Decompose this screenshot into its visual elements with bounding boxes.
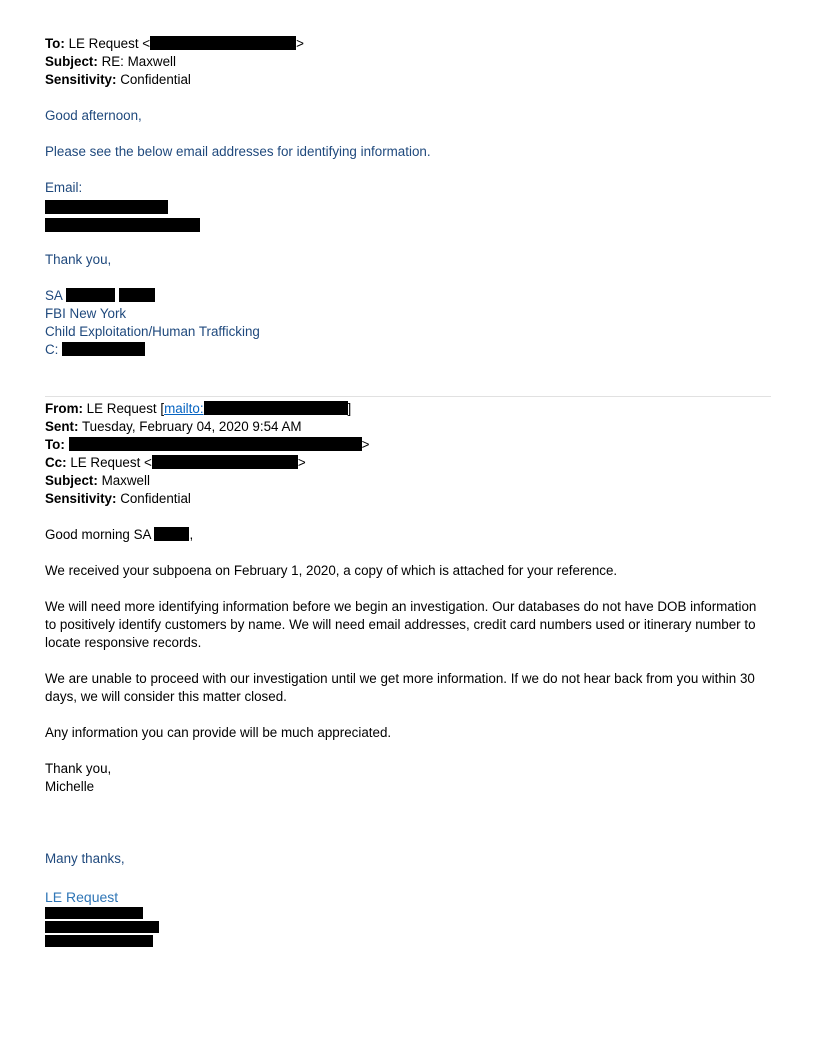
- reply-to-label: To:: [45, 36, 65, 51]
- orig-subject-line: [45, 472, 150, 490]
- orig-sent-label: Sent:: [45, 419, 79, 434]
- redaction: [45, 218, 200, 232]
- orig-sent-value: Tuesday, February 04, 2020 9:54 AM: [81, 419, 302, 434]
- reply-sig-name: [45, 287, 155, 305]
- orig-from-label: From:: [45, 401, 83, 416]
- reply-sensitivity-line: [45, 71, 191, 89]
- orig-to-label: To:: [45, 437, 65, 452]
- reply-sig-office: FBI New York: [45, 306, 127, 321]
- reply-body: Please see the below email addresses for identifying information.: [45, 144, 431, 159]
- reply-subject-line: [45, 53, 176, 71]
- message-separator: [45, 396, 771, 397]
- orig-subject-label: Subject:: [45, 473, 98, 488]
- orig-greeting: [45, 526, 193, 544]
- reply-sig-phone-label: C:: [45, 342, 59, 357]
- mailto-link[interactable]: mailto:: [164, 401, 204, 416]
- orig-sensitivity-line: [45, 490, 191, 508]
- orig-cc-close: >: [297, 455, 306, 470]
- orig-closing: Thank you,: [45, 761, 112, 776]
- redaction: [69, 437, 362, 451]
- redaction: [204, 401, 348, 415]
- orig-name: Michelle: [45, 779, 95, 794]
- orig-para-2: We will need more identifying information before we begin an investigation. Our databases do not have DOB information to positively identify customers by name. We will need email addresses, credit card numbers used or itinerary number to locate responsive records.: [45, 599, 757, 650]
- reply-to-close: >: [296, 36, 304, 51]
- reply-subject-value: RE: Maxwell: [101, 54, 176, 69]
- orig-para-1: We received your subpoena on February 1, 2020, a copy of which is attached for your reference.: [45, 563, 618, 578]
- orig-subject-value: Maxwell: [101, 473, 150, 488]
- orig-to-close: >: [361, 437, 370, 452]
- orig-para-3: We are unable to proceed with our investigation until we get more information. If we do not hear back from you within 30 days, we will consider this matter closed.: [45, 671, 755, 704]
- redaction: [154, 527, 189, 541]
- orig-to-line: [45, 436, 369, 454]
- reply-sig-unit: Child Exploitation/Human Trafficking: [45, 324, 260, 339]
- reply-email-label: Email:: [45, 180, 83, 195]
- orig-greeting-suffix: ,: [189, 527, 194, 542]
- reply-sensitivity-value: Confidential: [120, 72, 191, 87]
- orig-sensitivity-value: Confidential: [120, 491, 191, 506]
- redaction: [45, 935, 153, 947]
- orig-from-close: ]: [347, 401, 352, 416]
- orig-from-value: LE Request [: [86, 401, 165, 416]
- orig-para-4: Any information you can provide will be much appreciated.: [45, 725, 392, 740]
- reply-to-value: LE Request <: [68, 36, 151, 51]
- reply-greeting: Good afternoon,: [45, 108, 142, 123]
- reply-closing: Thank you,: [45, 252, 112, 267]
- redaction: [45, 921, 159, 933]
- signature-title: LE Request: [45, 889, 119, 905]
- orig-cc-label: Cc:: [45, 455, 67, 470]
- redaction: [152, 455, 298, 469]
- redaction: [66, 288, 115, 302]
- redaction: [45, 907, 143, 919]
- orig-cc-line: [45, 454, 306, 472]
- orig-cc-value: LE Request <: [70, 455, 152, 470]
- orig-greeting-prefix: Good morning SA: [45, 527, 151, 542]
- redaction: [119, 288, 155, 302]
- orig-signoff: Many thanks,: [45, 851, 125, 866]
- reply-to-line: [45, 35, 304, 53]
- redaction: [150, 36, 296, 50]
- orig-sent-line: [45, 418, 302, 436]
- redaction: [45, 200, 168, 214]
- reply-sig-phone: [45, 341, 145, 359]
- reply-subject-label: Subject:: [45, 54, 98, 69]
- reply-sig-prefix: SA: [45, 288, 63, 303]
- redaction: [62, 342, 145, 356]
- orig-from-line: [45, 400, 351, 418]
- reply-sensitivity-label: Sensitivity:: [45, 72, 117, 87]
- orig-sensitivity-label: Sensitivity:: [45, 491, 117, 506]
